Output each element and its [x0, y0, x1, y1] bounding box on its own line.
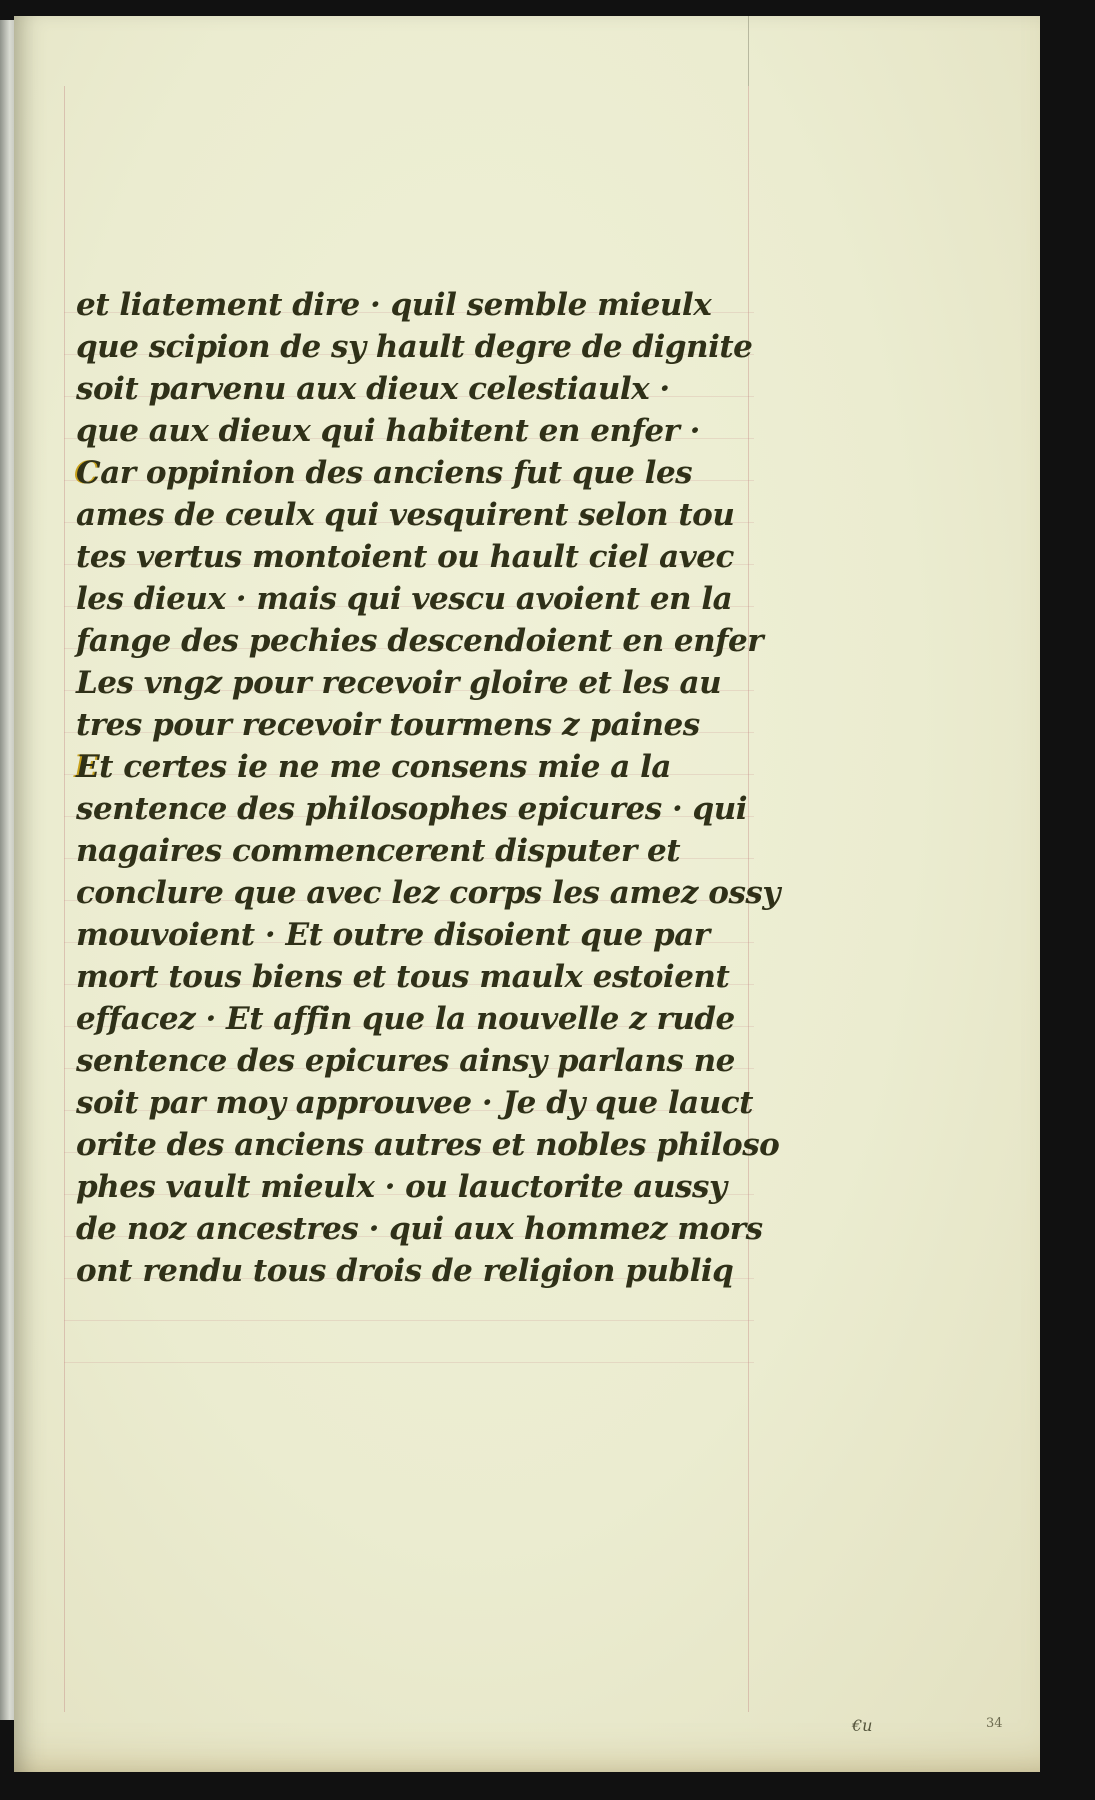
bottom-mark: €u — [852, 1716, 873, 1735]
text-line: que aux dieux qui habitent en enfer · — [76, 413, 700, 449]
text-line: les dieux · mais qui vescu avoient en la — [76, 581, 733, 617]
text-line: sentence des philosophes epicures · qui — [76, 791, 748, 827]
ruling-line-left — [64, 86, 65, 1712]
text-line: tres pour recevoir tourmens z paines — [76, 707, 700, 743]
text-line: soit par moy approuvee · Je dy que lauct — [76, 1085, 754, 1121]
ruling-mark-top — [748, 16, 749, 86]
text-line: orite des anciens autres et nobles philoso — [76, 1127, 780, 1163]
text-line: Les vngz pour recevoir gloire et les au — [76, 665, 722, 701]
text-block — [76, 284, 796, 1292]
text-line: ont rendu tous drois de religion publiq — [76, 1253, 734, 1289]
text-line: et liatement dire · quil semble mieulx — [76, 287, 712, 323]
text-line: phes vault mieulx · ou lauctorite aussy — [76, 1169, 727, 1205]
text-line: nagaires commencerent disputer et — [76, 833, 681, 869]
text-line: mort tous biens et tous maulx estoient — [76, 959, 730, 995]
ruling-line — [64, 1320, 754, 1321]
text-line: effacez · Et affin que la nouvelle z rude — [76, 1001, 735, 1037]
manuscript-page — [14, 16, 1040, 1772]
text-line: conclure que avec lez corps les amez ossy — [76, 875, 780, 911]
text-line: soit parvenu aux dieux celestiaulx · — [76, 371, 670, 407]
ruling-line — [64, 1362, 754, 1363]
text-line: ames de ceulx qui vesquirent selon tou — [76, 497, 735, 533]
text-line: que scipion de sy hault degre de dignite — [76, 329, 753, 365]
text-line: Car oppinion des anciens fut que les — [76, 455, 693, 491]
text-line: fange des pechies descendoient en enfer — [76, 623, 764, 659]
text-line: tes vertus montoient ou hault ciel avec — [76, 539, 734, 575]
text-line: mouvoient · Et outre disoient que par — [76, 917, 710, 953]
text-line: Et certes ie ne me consens mie a la — [76, 749, 672, 785]
text-line: sentence des epicures ainsy parlans ne — [76, 1043, 735, 1079]
folio-number: 34 — [986, 1716, 1003, 1731]
text-line: de noz ancestres · qui aux hommez mors — [76, 1211, 763, 1247]
